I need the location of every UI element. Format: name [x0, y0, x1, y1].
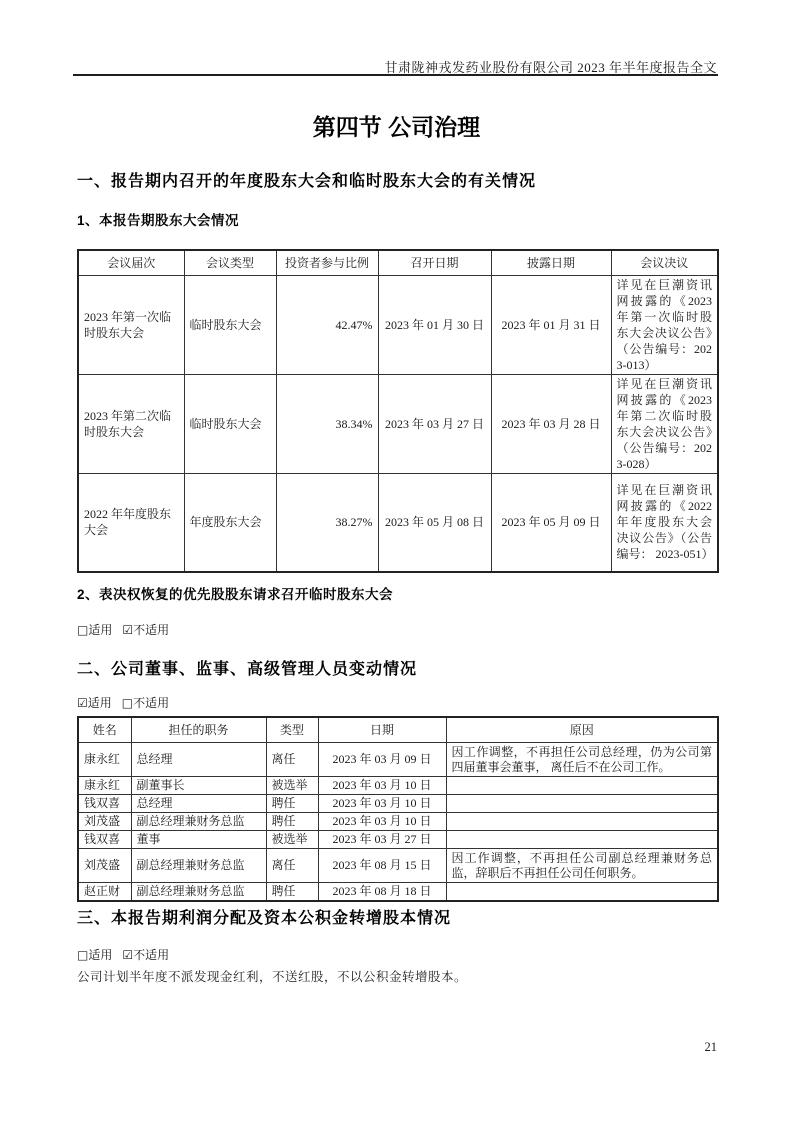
cell-position: 总经理 — [131, 795, 266, 813]
cell-meeting-type: 临时股东大会 — [184, 276, 276, 375]
meeting-row — [78, 375, 718, 474]
cell-date: 2023 年 03 月 09 日 — [318, 743, 446, 777]
col-header-participation-ratio: 投资者参与比例 — [276, 250, 378, 276]
change-row — [78, 831, 718, 849]
change-row — [78, 849, 718, 883]
cell-change-type: 离任 — [266, 743, 318, 777]
change-row — [78, 777, 718, 795]
col-header-name: 姓名 — [78, 717, 131, 743]
cell-position: 副总经理兼财务总监 — [131, 813, 266, 831]
section-3-heading: 三、本报告期利润分配及资本公积金转增股本情况 — [77, 910, 452, 927]
cell-date: 2023 年 03 月 10 日 — [318, 795, 446, 813]
cell-participation-ratio: 38.34% — [276, 375, 378, 474]
cell-reason — [446, 883, 718, 902]
cell-disclosure-date: 2023 年 03 月 28 日 — [491, 375, 611, 474]
cell-participation-ratio: 38.27% — [276, 474, 378, 572]
cell-convening-date: 2023 年 03 月 27 日 — [378, 375, 491, 474]
cell-reason — [446, 795, 718, 813]
cell-name: 钱双喜 — [78, 831, 131, 849]
change-row — [78, 883, 718, 902]
cell-name: 刘茂盛 — [78, 813, 131, 831]
cell-name: 康永红 — [78, 743, 131, 777]
col-header-meeting-type: 会议类型 — [184, 250, 276, 276]
checkbox-applicable-unchecked: □适用 — [77, 948, 113, 962]
cell-date: 2023 年 08 月 15 日 — [318, 849, 446, 883]
cell-name: 刘茂盛 — [78, 849, 131, 883]
section-1-2-heading: 2、表决权恢复的优先股股东请求召开临时股东大会 — [77, 587, 394, 602]
cell-participation-ratio: 42.47% — [276, 276, 378, 375]
checkbox-not-applicable-unchecked: □不适用 — [121, 696, 170, 710]
checkbox-applicable-unchecked: □适用 — [77, 623, 113, 637]
cell-meeting-type: 年度股东大会 — [184, 474, 276, 572]
checkbox-not-applicable-checked: ☑不适用 — [122, 948, 170, 962]
col-header-reason: 原因 — [446, 717, 718, 743]
cell-disclosure-date: 2023 年 05 月 09 日 — [491, 474, 611, 572]
cell-date: 2023 年 03 月 10 日 — [318, 813, 446, 831]
col-header-disclosure-date: 披露日期 — [491, 250, 611, 276]
applicability-line-s3 — [77, 946, 169, 963]
cell-reason — [446, 777, 718, 795]
cell-date: 2023 年 03 月 10 日 — [318, 777, 446, 795]
cell-date: 2023 年 08 月 18 日 — [318, 883, 446, 902]
shareholder-meetings-table — [77, 249, 719, 573]
cell-convening-date: 2023 年 01 月 30 日 — [378, 276, 491, 375]
col-header-convening-date: 召开日期 — [378, 250, 491, 276]
meeting-row — [78, 474, 718, 572]
cell-change-type: 聘任 — [266, 813, 318, 831]
chapter-title: 第四节 公司治理 — [312, 114, 481, 140]
cell-name: 康永红 — [78, 777, 131, 795]
cell-position: 副总经理兼财务总监 — [131, 883, 266, 902]
col-header-meeting-session: 会议届次 — [78, 250, 184, 276]
dividend-plan-note: 公司计划半年度不派发现金红利，不送红股，不以公积金转增股本。 — [77, 970, 468, 984]
management-changes-table — [77, 716, 719, 902]
cell-position: 副总经理兼财务总监 — [131, 849, 266, 883]
cell-meeting-session: 2023 年第二次临时股东大会 — [78, 375, 184, 474]
col-header-resolution: 会议决议 — [611, 250, 718, 276]
cell-meeting-session: 2022 年年度股东大会 — [78, 474, 184, 572]
cell-meeting-session: 2023 年第一次临时股东大会 — [78, 276, 184, 375]
cell-position: 董事 — [131, 831, 266, 849]
cell-change-type: 被选举 — [266, 777, 318, 795]
cell-change-type: 聘任 — [266, 883, 318, 902]
section-1-heading: 一、报告期内召开的年度股东大会和临时股东大会的有关情况 — [77, 173, 537, 190]
header-rule — [73, 74, 718, 76]
cell-change-type: 离任 — [266, 849, 318, 883]
change-row — [78, 813, 718, 831]
cell-reason — [446, 813, 718, 831]
change-row — [78, 795, 718, 813]
cell-position: 总经理 — [131, 743, 266, 777]
col-header-date: 日期 — [318, 717, 446, 743]
checkbox-applicable-checked: ☑适用 — [77, 696, 112, 710]
changes-header-row — [78, 717, 718, 743]
cell-name: 赵正财 — [78, 883, 131, 902]
applicability-line-s1-2 — [77, 621, 169, 638]
meetings-header-row — [78, 250, 718, 276]
page-number: 21 — [704, 1040, 717, 1054]
cell-resolution: 详见在巨潮资讯网披露的《2023 年第一次临时股东大会决议公告》（公告编号：2023-013） — [611, 276, 718, 375]
cell-resolution: 详见在巨潮资讯网披露的《2022 年年度股东大会决议公告》（公告编号： 2023-051） — [611, 474, 718, 572]
section-1-1-heading: 1、本报告期股东大会情况 — [77, 213, 240, 228]
cell-resolution: 详见在巨潮资讯网披露的《2023 年第二次临时股东大会决议公告》（公告编号：2023-028） — [611, 375, 718, 474]
cell-name: 钱双喜 — [78, 795, 131, 813]
cell-date: 2023 年 03 月 27 日 — [318, 831, 446, 849]
applicability-line-s2 — [77, 694, 169, 711]
col-header-position: 担任的职务 — [131, 717, 266, 743]
section-2-heading: 二、公司董事、监事、高级管理人员变动情况 — [77, 661, 418, 678]
cell-meeting-type: 临时股东大会 — [184, 375, 276, 474]
change-row — [78, 743, 718, 777]
cell-convening-date: 2023 年 05 月 08 日 — [378, 474, 491, 572]
cell-reason: 因工作调整，不再担任公司副总经理兼财务总监，辞职后不再担任公司任何职务。 — [446, 849, 718, 883]
cell-position: 副董事长 — [131, 777, 266, 795]
meeting-row — [78, 276, 718, 375]
cell-reason: 因工作调整，不再担任公司总经理，仍为公司第四届董事会董事， 离任后不在公司工作。 — [446, 743, 718, 777]
cell-reason — [446, 831, 718, 849]
col-header-change-type: 类型 — [266, 717, 318, 743]
running-header: 甘肃陇神戎发药业股份有限公司 2023 年半年度报告全文 — [384, 60, 717, 75]
checkbox-not-applicable-checked: ☑不适用 — [122, 623, 170, 637]
cell-change-type: 聘任 — [266, 795, 318, 813]
cell-change-type: 被选举 — [266, 831, 318, 849]
cell-disclosure-date: 2023 年 01 月 31 日 — [491, 276, 611, 375]
